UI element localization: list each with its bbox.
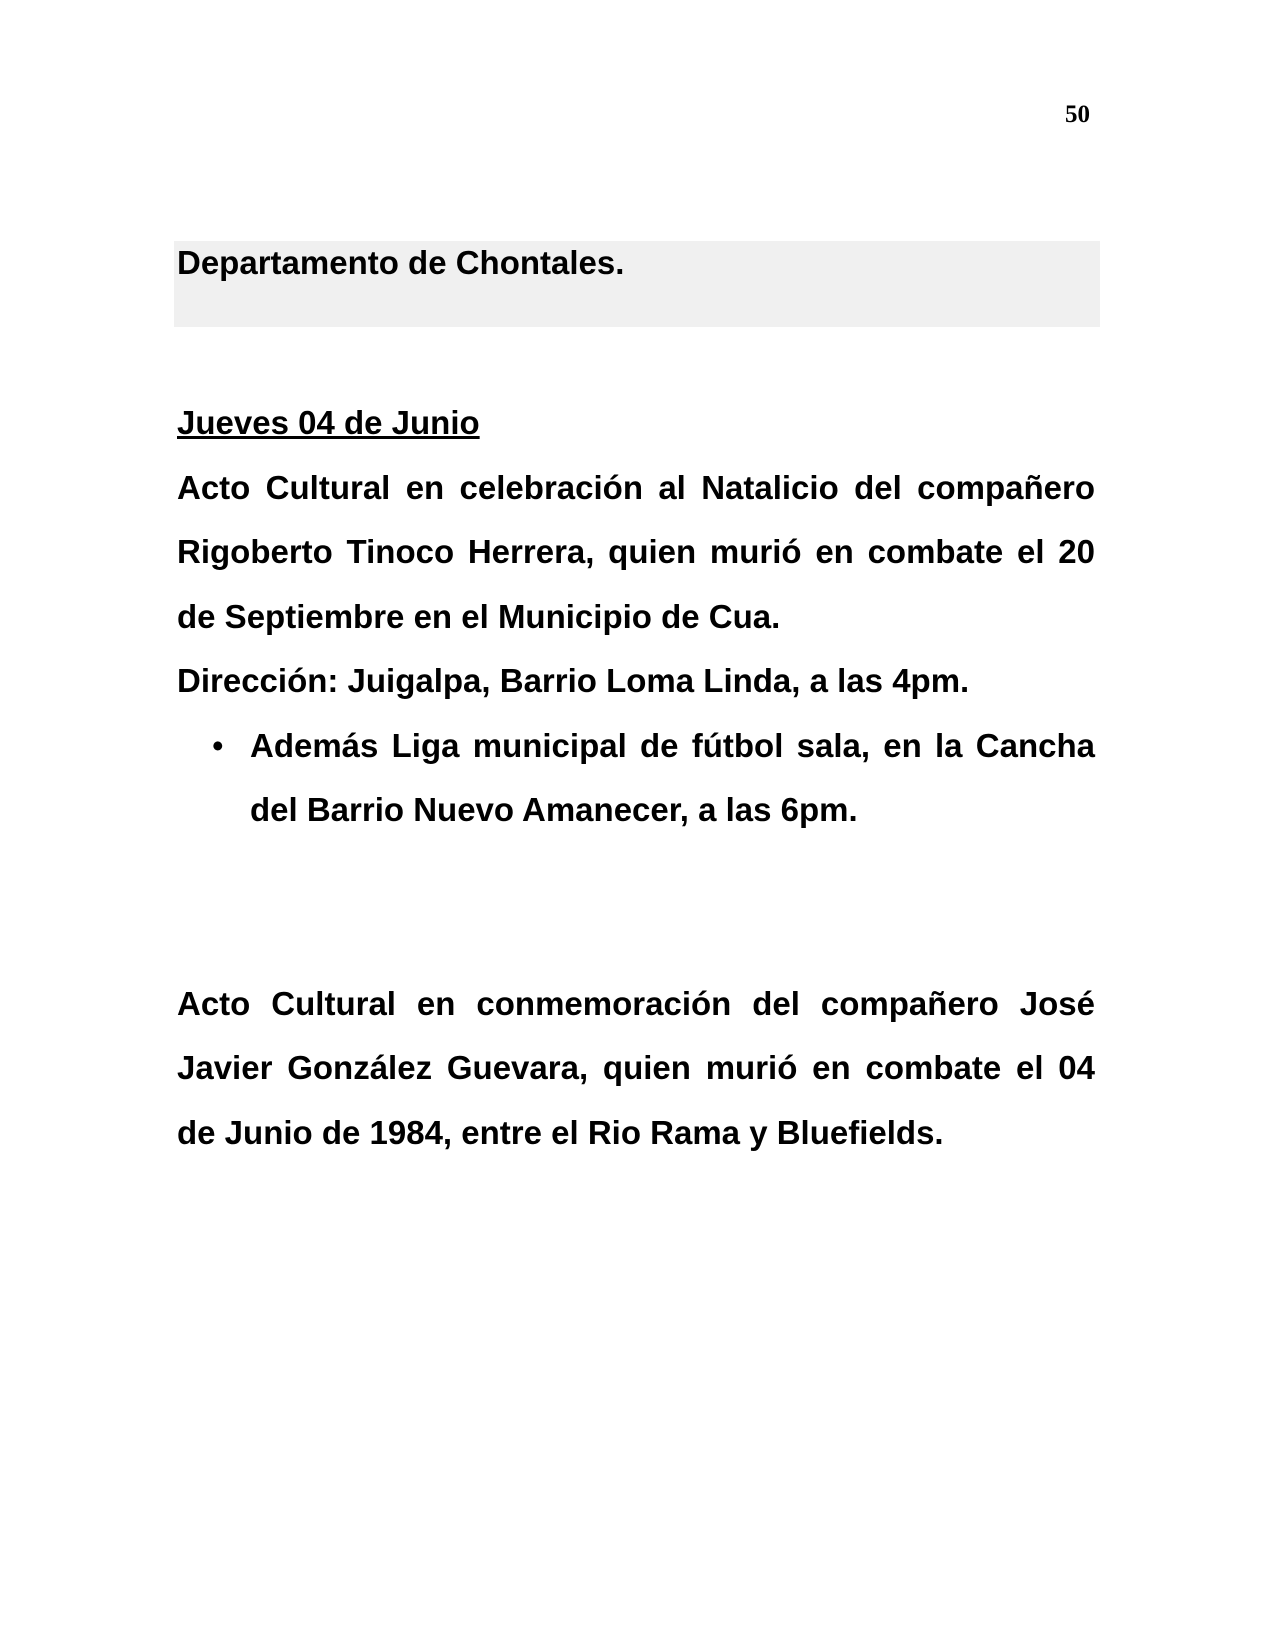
event-address: Dirección: Juigalpa, Barrio Loma Linda, a las 4pm. — [177, 662, 970, 699]
bullet-item — [212, 714, 1095, 843]
document-body — [177, 391, 1095, 1165]
bullet-text: Además Liga municipal de fútbol sala, en la Cancha del Barrio Nuevo Amanecer, a las 6pm. — [250, 726, 1095, 828]
page-number: 50 — [1065, 101, 1090, 128]
event-paragraph-2: Acto Cultural en conmemoración del compañero José Javier González Guevara, quien murió en combate el 04 de Junio de 1984, entre el Rio Rama y Bluefields. — [177, 984, 1095, 1151]
date-heading: Jueves 04 de Junio — [177, 404, 480, 441]
department-title: Departamento de Chontales. — [177, 244, 625, 281]
bullet-dot-icon: • — [212, 726, 224, 764]
bullet-list — [177, 714, 1095, 843]
section-spacer — [177, 843, 1095, 972]
event-paragraph: Acto Cultural en celebración al Natalicio del compañero Rigoberto Tinoco Herrera, quien murió en combate el 20 de Septiembre en el Municipio de Cua. — [177, 468, 1095, 635]
